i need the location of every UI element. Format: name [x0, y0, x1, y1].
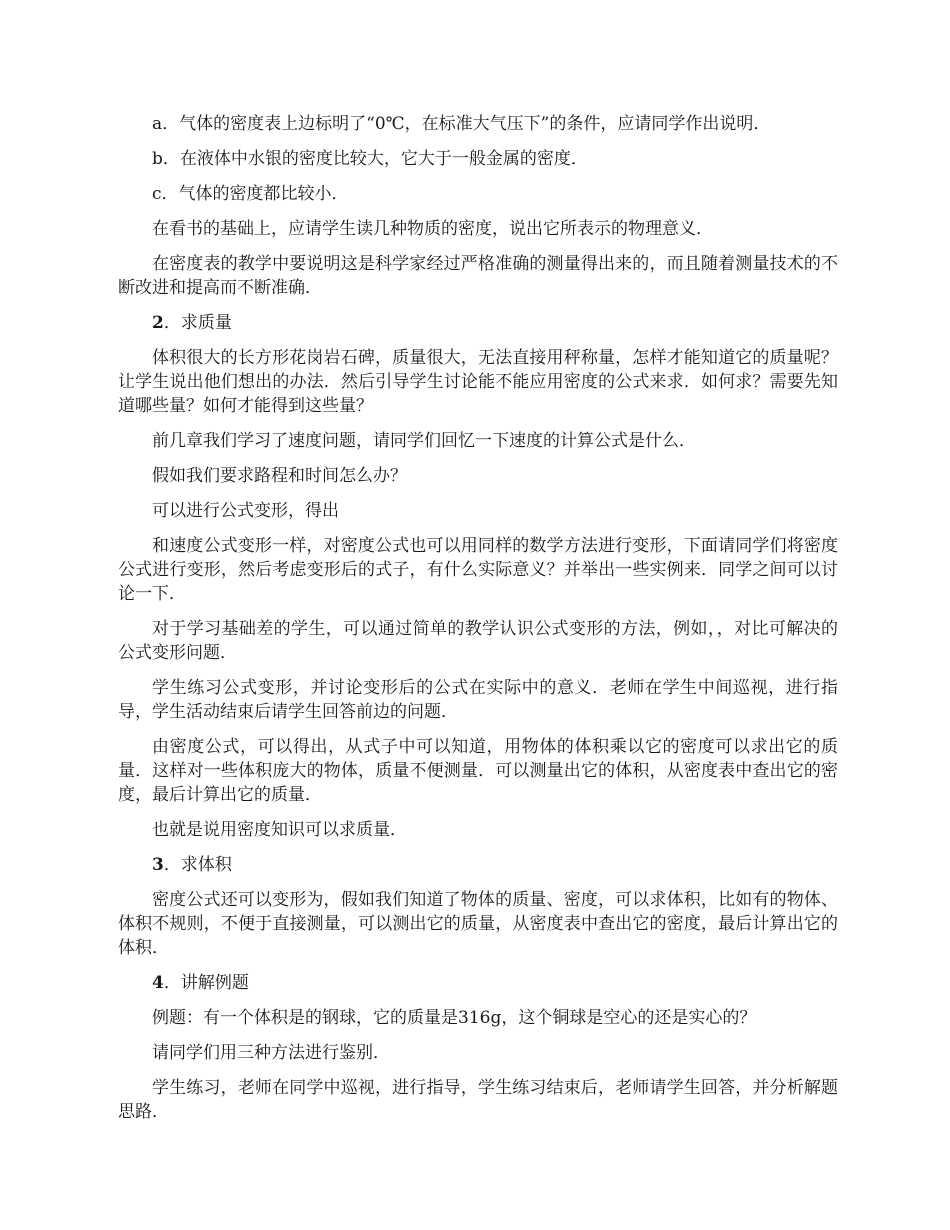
paragraph: 对于学习基础差的学生，可以通过简单的教学认识公式变形的方法，例如，，对比可解决的公式变形问题．	[118, 619, 838, 663]
paragraph: c．气体的密度都比较小．	[152, 184, 349, 204]
paragraph: 前几章我们学习了速度问题，请同学们回忆一下速度的计算公式是什么．	[152, 431, 696, 451]
section-heading	[118, 311, 838, 335]
section-number: 4	[152, 973, 164, 993]
paragraph: 学生练习公式变形，并讨论变形后的公式在实际中的意义．老师在学生中间巡视，进行指导，学生活动结束后请学生回答前边的问题．	[118, 678, 838, 722]
section-heading	[118, 853, 838, 877]
paragraph: 在密度表的教学中要说明这是科学家经过严格准确的测量得出来的，而且随着测量技术的不断改进和提高而不断准确．	[118, 254, 838, 298]
paragraph: 也就是说用密度知识可以求质量．	[152, 820, 407, 840]
paragraph: 体积很大的长方形花岗岩石碑，质量很大，无法直接用秤称量，怎样才能知道它的质量呢？让学生说出他们想出的办法．然后引导学生讨论能不能应用密度的公式来求．如何求？需要先知道哪些量？如何才能得到这些量？	[118, 348, 838, 416]
section-number: 3	[152, 855, 164, 875]
paragraph: 可以进行公式变形，得出	[152, 501, 339, 521]
paragraph: a．气体的密度表上边标明了“0℃，在标准大气压下”的条件，应请同学作出说明．	[152, 114, 771, 134]
paragraph: b．在液体中水银的密度比较大，它大于一般金属的密度．	[152, 149, 588, 169]
paragraph: 例题：有一个体积是的钢球，它的质量是316g，这个铜球是空心的还是实心的？	[152, 1008, 757, 1028]
section-title: ．求体积	[163, 855, 232, 875]
section-title: ．求质量	[163, 313, 232, 333]
paragraph: 由密度公式，可以得出，从式子中可以知道，用物体的体积乘以它的密度可以求出它的质量．这样对一些体积庞大的物体，质量不便测量．可以测量出它的体积，从密度表中查出它的密度，最后计算出它的质量．	[118, 737, 838, 805]
section-title: ．讲解例题	[163, 973, 249, 993]
section-heading	[118, 971, 838, 995]
paragraph: 假如我们要求路程和时间怎么办？	[152, 466, 407, 486]
paragraph: 密度公式还可以变形为，假如我们知道了物体的质量、密度，可以求体积，比如有的物体、体积不规则，不便于直接测量，可以测出它的质量，从密度表中查出它的密度，最后计算出它的体积．	[118, 890, 838, 958]
paragraph: 学生练习，老师在同学中巡视，进行指导，学生练习结束后，老师请学生回答，并分析解题思路．	[118, 1078, 838, 1122]
paragraph: 请同学们用三种方法进行鉴别．	[152, 1043, 390, 1063]
paragraph: 在看书的基础上，应请学生读几种物质的密度，说出它所表示的物理意义．	[152, 219, 713, 239]
section-number: 2	[152, 313, 164, 333]
paragraph: 和速度公式变形一样，对密度公式也可以用同样的数学方法进行变形，下面请同学们将密度公式进行变形，然后考虑变形后的式子，有什么实际意义？并举出一些实例来．同学之间可以讨论一下．	[118, 536, 838, 604]
